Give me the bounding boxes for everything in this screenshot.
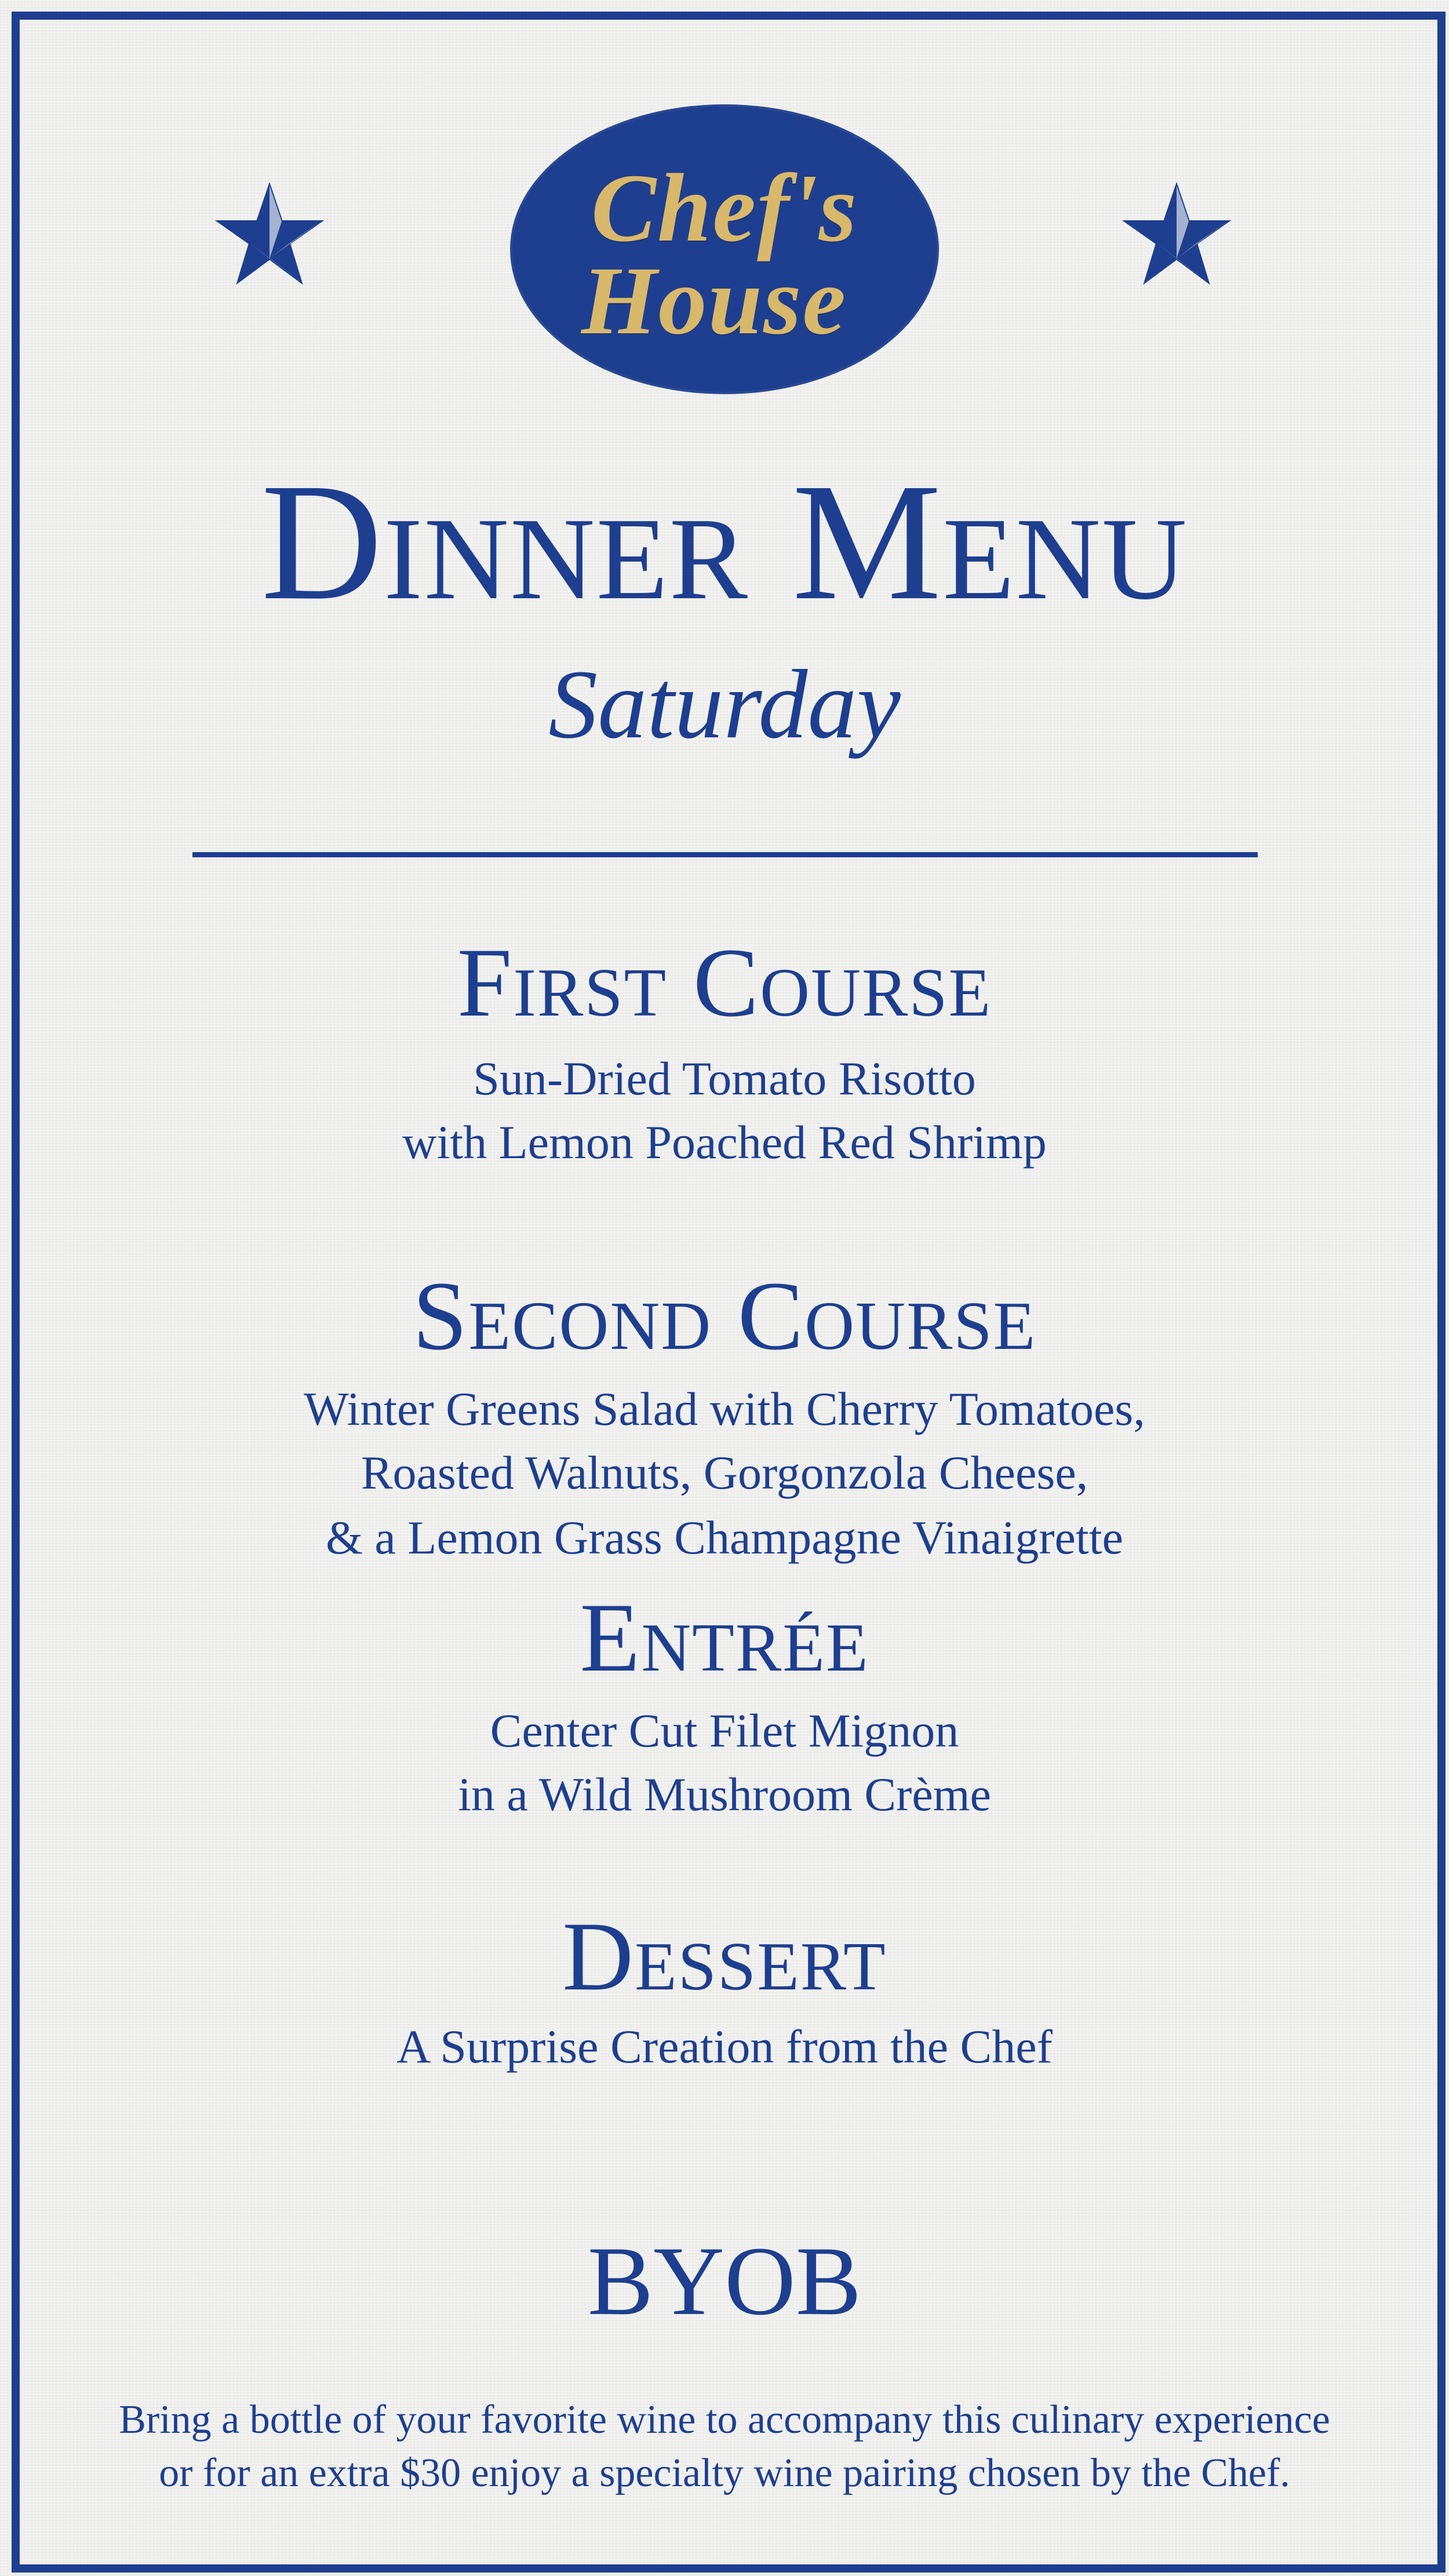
star-icon (212, 180, 327, 296)
course-line: Sun-Dried Tomato Risotto (473, 1052, 976, 1105)
course-heading-dessert: Dessert (562, 1902, 887, 2011)
logo-text-house: House (581, 247, 847, 355)
course-line: Winter Greens Salad with Cherry Tomatoes, (304, 1382, 1145, 1435)
menu-title: Dinner Menu (261, 449, 1188, 635)
course-heading-entree: Entrée (580, 1583, 869, 1692)
divider (192, 852, 1258, 857)
course-heading-first: First Course (457, 928, 992, 1037)
course-line: with Lemon Poached Red Shrimp (402, 1116, 1047, 1169)
course-heading-second: Second Course (412, 1261, 1037, 1370)
footer-line: or for an extra $30 enjoy a specialty wine pairing chosen by the Chef. (159, 2451, 1290, 2495)
star-icon (1119, 180, 1235, 296)
course-line: in a Wild Mushroom Crème (458, 1768, 991, 1821)
logo-row (0, 104, 1449, 406)
course-line: A Surprise Creation from the Chef (396, 2020, 1053, 2073)
chefs-house-logo (510, 104, 939, 394)
course-line: & a Lemon Grass Champagne Vinaigrette (326, 1511, 1123, 1564)
menu-day: Saturday (548, 650, 901, 759)
course-line: Roasted Walnuts, Gorgonzola Cheese, (361, 1446, 1088, 1499)
byob-heading: BYOB (587, 2226, 862, 2335)
course-line: Center Cut Filet Mignon (490, 1704, 959, 1757)
logo-text-chefs: Chef's (591, 154, 858, 262)
footer-line: Bring a bottle of your favorite wine to accompany this culinary experience (119, 2397, 1330, 2442)
